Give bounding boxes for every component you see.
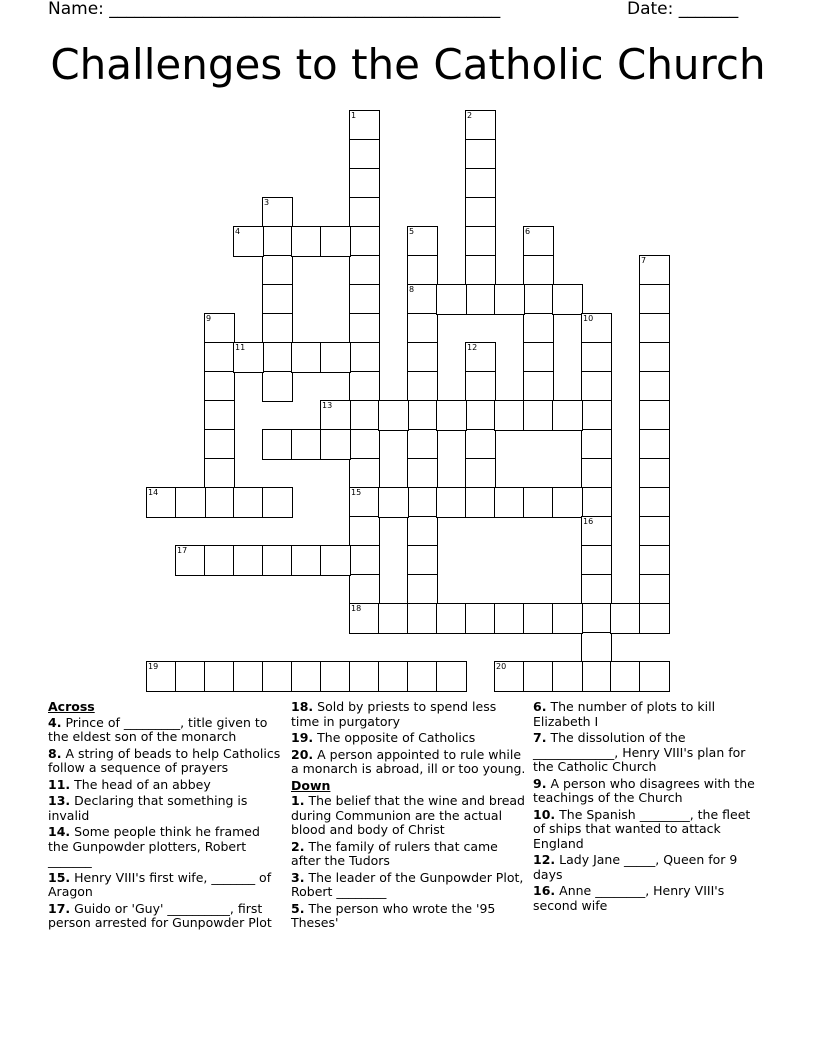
grid-cell[interactable] <box>175 661 206 692</box>
grid-cell[interactable] <box>204 545 235 576</box>
grid-cell[interactable] <box>407 516 438 547</box>
grid-cell[interactable] <box>581 371 612 402</box>
clues-column-2 <box>291 700 527 933</box>
grid-cell[interactable] <box>407 603 438 634</box>
grid-cell[interactable] <box>175 487 206 518</box>
grid-cell[interactable] <box>407 574 438 605</box>
grid-cell[interactable] <box>581 516 612 547</box>
grid-cell[interactable] <box>407 284 438 315</box>
grid-cell[interactable] <box>552 661 583 692</box>
clue-across-20: 20. A person appointed to rule while a monarch is abroad, ill or too young. <box>291 746 526 776</box>
grid-cell[interactable] <box>349 516 380 547</box>
clue-down-2: 2. The family of rulers that came after the Tudors <box>291 838 498 868</box>
grid-cell[interactable] <box>349 226 380 257</box>
grid-cell[interactable] <box>465 400 496 431</box>
grid-cell[interactable] <box>465 371 496 402</box>
grid-cell[interactable] <box>204 313 235 344</box>
grid-cell[interactable] <box>204 400 235 431</box>
grid-cell[interactable] <box>233 661 264 692</box>
grid-cell[interactable] <box>465 284 496 315</box>
grid-cell[interactable] <box>349 603 380 634</box>
grid-cell[interactable] <box>465 110 496 141</box>
grid-cell[interactable] <box>407 342 438 373</box>
grid-cell[interactable] <box>494 603 525 634</box>
grid-cell[interactable] <box>146 487 177 518</box>
grid-cell[interactable] <box>262 226 293 257</box>
clue-number: 2 <box>467 111 473 120</box>
grid-cell[interactable] <box>349 545 380 576</box>
grid-cell[interactable] <box>639 661 670 692</box>
clue-number: 11 <box>235 343 246 352</box>
grid-cell[interactable] <box>639 255 670 286</box>
grid-cell[interactable] <box>639 371 670 402</box>
grid-cell[interactable] <box>320 342 351 373</box>
grid-cell[interactable] <box>262 545 293 576</box>
grid-cell[interactable] <box>581 603 612 634</box>
grid-cell[interactable] <box>407 255 438 286</box>
clue-down-7: 7. The dissolution of the _____________, Henry VIII's plan for the Catholic Church <box>533 730 746 774</box>
clue-number: 10 <box>583 314 594 323</box>
clue-across-14: 14. Some people think he framed the Gunpowder plotters, Robert _______ <box>48 824 260 868</box>
grid-cell[interactable] <box>436 487 467 518</box>
grid-cell[interactable] <box>378 487 409 518</box>
grid-cell[interactable] <box>407 226 438 257</box>
grid-cell[interactable] <box>523 603 554 634</box>
grid-cell[interactable] <box>494 284 525 315</box>
clue-down-10: 10. The Spanish ________, the fleet of ships that wanted to attack England <box>533 806 751 851</box>
grid-cell[interactable] <box>204 342 235 373</box>
grid-cell[interactable] <box>320 545 351 576</box>
grid-cell[interactable] <box>465 255 496 286</box>
grid-cell[interactable] <box>523 487 554 518</box>
grid-cell[interactable] <box>581 574 612 605</box>
clue-number: 14 <box>148 488 159 497</box>
clue-down-5: 5. The person who wrote the '95 Theses' <box>291 900 496 930</box>
clue-number: 8 <box>409 285 415 294</box>
grid-cell[interactable] <box>639 458 670 489</box>
grid-cell[interactable] <box>349 400 380 431</box>
grid-cell[interactable] <box>349 139 380 170</box>
grid-cell[interactable] <box>523 284 554 315</box>
date-line[interactable]: _______ <box>678 0 739 19</box>
grid-cell[interactable] <box>378 400 409 431</box>
grid-cell[interactable] <box>581 313 612 344</box>
clue-number: 20 <box>496 662 507 671</box>
grid-cell[interactable] <box>523 313 554 344</box>
grid-cell[interactable] <box>262 342 293 373</box>
grid-cell[interactable] <box>581 429 612 460</box>
grid-cell[interactable] <box>349 429 380 460</box>
grid-cell[interactable] <box>465 342 496 373</box>
grid-cell[interactable] <box>639 284 670 315</box>
grid-cell[interactable] <box>204 371 235 402</box>
clue-across-11: 11. The head of an abbey <box>48 776 211 792</box>
grid-cell[interactable] <box>407 429 438 460</box>
grid-cell[interactable] <box>320 429 351 460</box>
grid-cell[interactable] <box>349 110 380 141</box>
grid-cell[interactable] <box>378 603 409 634</box>
grid-cell[interactable] <box>581 400 612 431</box>
grid-cell[interactable] <box>262 197 293 228</box>
grid-cell[interactable] <box>465 197 496 228</box>
grid-cell[interactable] <box>639 342 670 373</box>
grid-cell[interactable] <box>204 429 235 460</box>
grid-cell[interactable] <box>291 661 322 692</box>
grid-cell[interactable] <box>465 429 496 460</box>
grid-cell[interactable] <box>465 139 496 170</box>
clue-number: 4 <box>235 227 241 236</box>
grid-cell[interactable] <box>175 545 206 576</box>
clue-number: 6 <box>525 227 531 236</box>
grid-cell[interactable] <box>465 603 496 634</box>
clue-across-19: 19. The opposite of Catholics <box>291 730 476 745</box>
grid-cell[interactable] <box>494 661 525 692</box>
date-field[interactable] <box>627 0 738 18</box>
grid-cell[interactable] <box>436 284 467 315</box>
grid-cell[interactable] <box>407 487 438 518</box>
grid-cell[interactable] <box>262 429 293 460</box>
clue-across-4: 4. Prince of _________, title given to the eldest son of the monarch <box>48 714 268 744</box>
grid-cell[interactable] <box>320 661 351 692</box>
name-field[interactable] <box>48 0 500 18</box>
grid-cell[interactable] <box>407 371 438 402</box>
grid-cell[interactable] <box>523 255 554 286</box>
clue-number: 17 <box>177 546 188 555</box>
grid-cell[interactable] <box>552 284 583 315</box>
clue-number: 3 <box>264 198 270 207</box>
grid-cell[interactable] <box>581 632 612 663</box>
date-label: Date: <box>627 0 674 19</box>
grid-cell[interactable] <box>233 545 264 576</box>
grid-cell[interactable] <box>581 487 612 518</box>
grid-cell[interactable] <box>349 661 380 692</box>
grid-cell[interactable] <box>552 603 583 634</box>
grid-cell[interactable] <box>262 313 293 344</box>
grid-cell[interactable] <box>349 458 380 489</box>
clue-number: 16 <box>583 517 594 526</box>
grid-cell[interactable] <box>262 255 293 286</box>
grid-cell[interactable] <box>378 661 409 692</box>
clue-down-6: 6. The number of plots to kill Elizabeth I <box>533 699 716 729</box>
clue-number: 7 <box>641 256 647 265</box>
grid-cell[interactable] <box>349 197 380 228</box>
grid-cell[interactable] <box>465 226 496 257</box>
grid-cell[interactable] <box>320 226 351 257</box>
grid-cell[interactable] <box>146 661 177 692</box>
clue-across-13: 13. Declaring that something is invalid <box>48 793 248 823</box>
grid-cell[interactable] <box>204 661 235 692</box>
clue-down-12: 12. Lady Jane _____, Queen for 9 days <box>533 852 738 882</box>
clue-down-1: 1. The belief that the wine and bread during Communion are the actual blood and body of Christ <box>291 793 525 837</box>
grid-cell[interactable] <box>523 342 554 373</box>
grid-cell[interactable] <box>407 661 438 692</box>
grid-cell[interactable] <box>581 458 612 489</box>
across-heading: Across <box>48 699 95 714</box>
grid-cell[interactable] <box>262 661 293 692</box>
grid-cell[interactable] <box>581 342 612 373</box>
name-line[interactable]: ______________________________________________ <box>109 0 501 19</box>
grid-cell[interactable] <box>204 458 235 489</box>
clue-number: 13 <box>322 401 333 410</box>
grid-cell[interactable] <box>262 284 293 315</box>
grid-cell[interactable] <box>436 661 467 692</box>
clue-down-9: 9. A person who disagrees with the teachings of the Church <box>533 775 755 805</box>
clue-number: 9 <box>206 314 212 323</box>
grid-cell[interactable] <box>233 342 264 373</box>
grid-cell[interactable] <box>349 371 380 402</box>
grid-cell[interactable] <box>349 255 380 286</box>
clues-column-3 <box>533 700 765 915</box>
grid-cell[interactable] <box>552 487 583 518</box>
grid-cell[interactable] <box>639 313 670 344</box>
grid-cell[interactable] <box>639 516 670 547</box>
grid-cell[interactable] <box>639 400 670 431</box>
grid-cell[interactable] <box>639 545 670 576</box>
clue-across-17: 17. Guido or 'Guy' __________, first person arrested for Gunpowder Plot <box>48 900 272 930</box>
grid-cell[interactable] <box>610 661 641 692</box>
clue-number: 1 <box>351 111 357 120</box>
grid-cell[interactable] <box>465 168 496 199</box>
grid-cell[interactable] <box>523 226 554 257</box>
grid-cell[interactable] <box>581 545 612 576</box>
clue-number: 12 <box>467 343 478 352</box>
grid-cell[interactable] <box>349 284 380 315</box>
name-label: Name: <box>48 0 104 19</box>
grid-cell[interactable] <box>291 342 322 373</box>
clue-number: 5 <box>409 227 415 236</box>
grid-cell[interactable] <box>349 342 380 373</box>
grid-cell[interactable] <box>291 226 322 257</box>
grid-cell[interactable] <box>465 487 496 518</box>
grid-cell[interactable] <box>610 603 641 634</box>
grid-cell[interactable] <box>407 400 438 431</box>
grid-cell[interactable] <box>494 487 525 518</box>
clue-down-16: 16. Anne ________, Henry VIII's second wife <box>533 883 725 913</box>
clue-across-15: 15. Henry VIII's first wife, _______ of Aragon <box>48 869 272 899</box>
clues-column-1 <box>48 700 282 933</box>
grid-cell[interactable] <box>523 661 554 692</box>
clue-number: 19 <box>148 662 159 671</box>
grid-cell[interactable] <box>639 487 670 518</box>
grid-cell[interactable] <box>291 545 322 576</box>
grid-cell[interactable] <box>639 603 670 634</box>
clue-across-8: 8. A string of beads to help Catholics follow a sequence of prayers <box>48 745 281 775</box>
grid-cell[interactable] <box>552 400 583 431</box>
down-heading: Down <box>291 777 331 793</box>
grid-cell[interactable] <box>436 400 467 431</box>
grid-cell[interactable] <box>349 487 380 518</box>
grid-cell[interactable] <box>436 603 467 634</box>
grid-cell[interactable] <box>291 429 322 460</box>
grid-cell[interactable] <box>233 226 264 257</box>
grid-cell[interactable] <box>320 400 351 431</box>
grid-cell[interactable] <box>581 661 612 692</box>
grid-cell[interactable] <box>639 429 670 460</box>
clue-across-18: 18. Sold by priests to spend less time in purgatory <box>291 699 497 729</box>
grid-cell[interactable] <box>639 574 670 605</box>
grid-cell[interactable] <box>233 487 264 518</box>
page-title: Challenges to the Catholic Church <box>50 40 766 89</box>
grid-cell[interactable] <box>262 371 293 402</box>
grid-cell[interactable] <box>204 487 235 518</box>
grid-cell[interactable] <box>262 487 293 518</box>
grid-cell[interactable] <box>407 313 438 344</box>
clue-down-3: 3. The leader of the Gunpowder Plot, Robert ________ <box>291 869 524 899</box>
grid-cell[interactable] <box>349 313 380 344</box>
clue-number: 18 <box>351 604 362 613</box>
grid-cell[interactable] <box>523 400 554 431</box>
clue-number: 15 <box>351 488 362 497</box>
grid-cell[interactable] <box>349 574 380 605</box>
grid-cell[interactable] <box>407 458 438 489</box>
grid-cell[interactable] <box>465 458 496 489</box>
grid-cell[interactable] <box>349 168 380 199</box>
grid-cell[interactable] <box>523 371 554 402</box>
grid-cell[interactable] <box>407 545 438 576</box>
grid-cell[interactable] <box>494 400 525 431</box>
